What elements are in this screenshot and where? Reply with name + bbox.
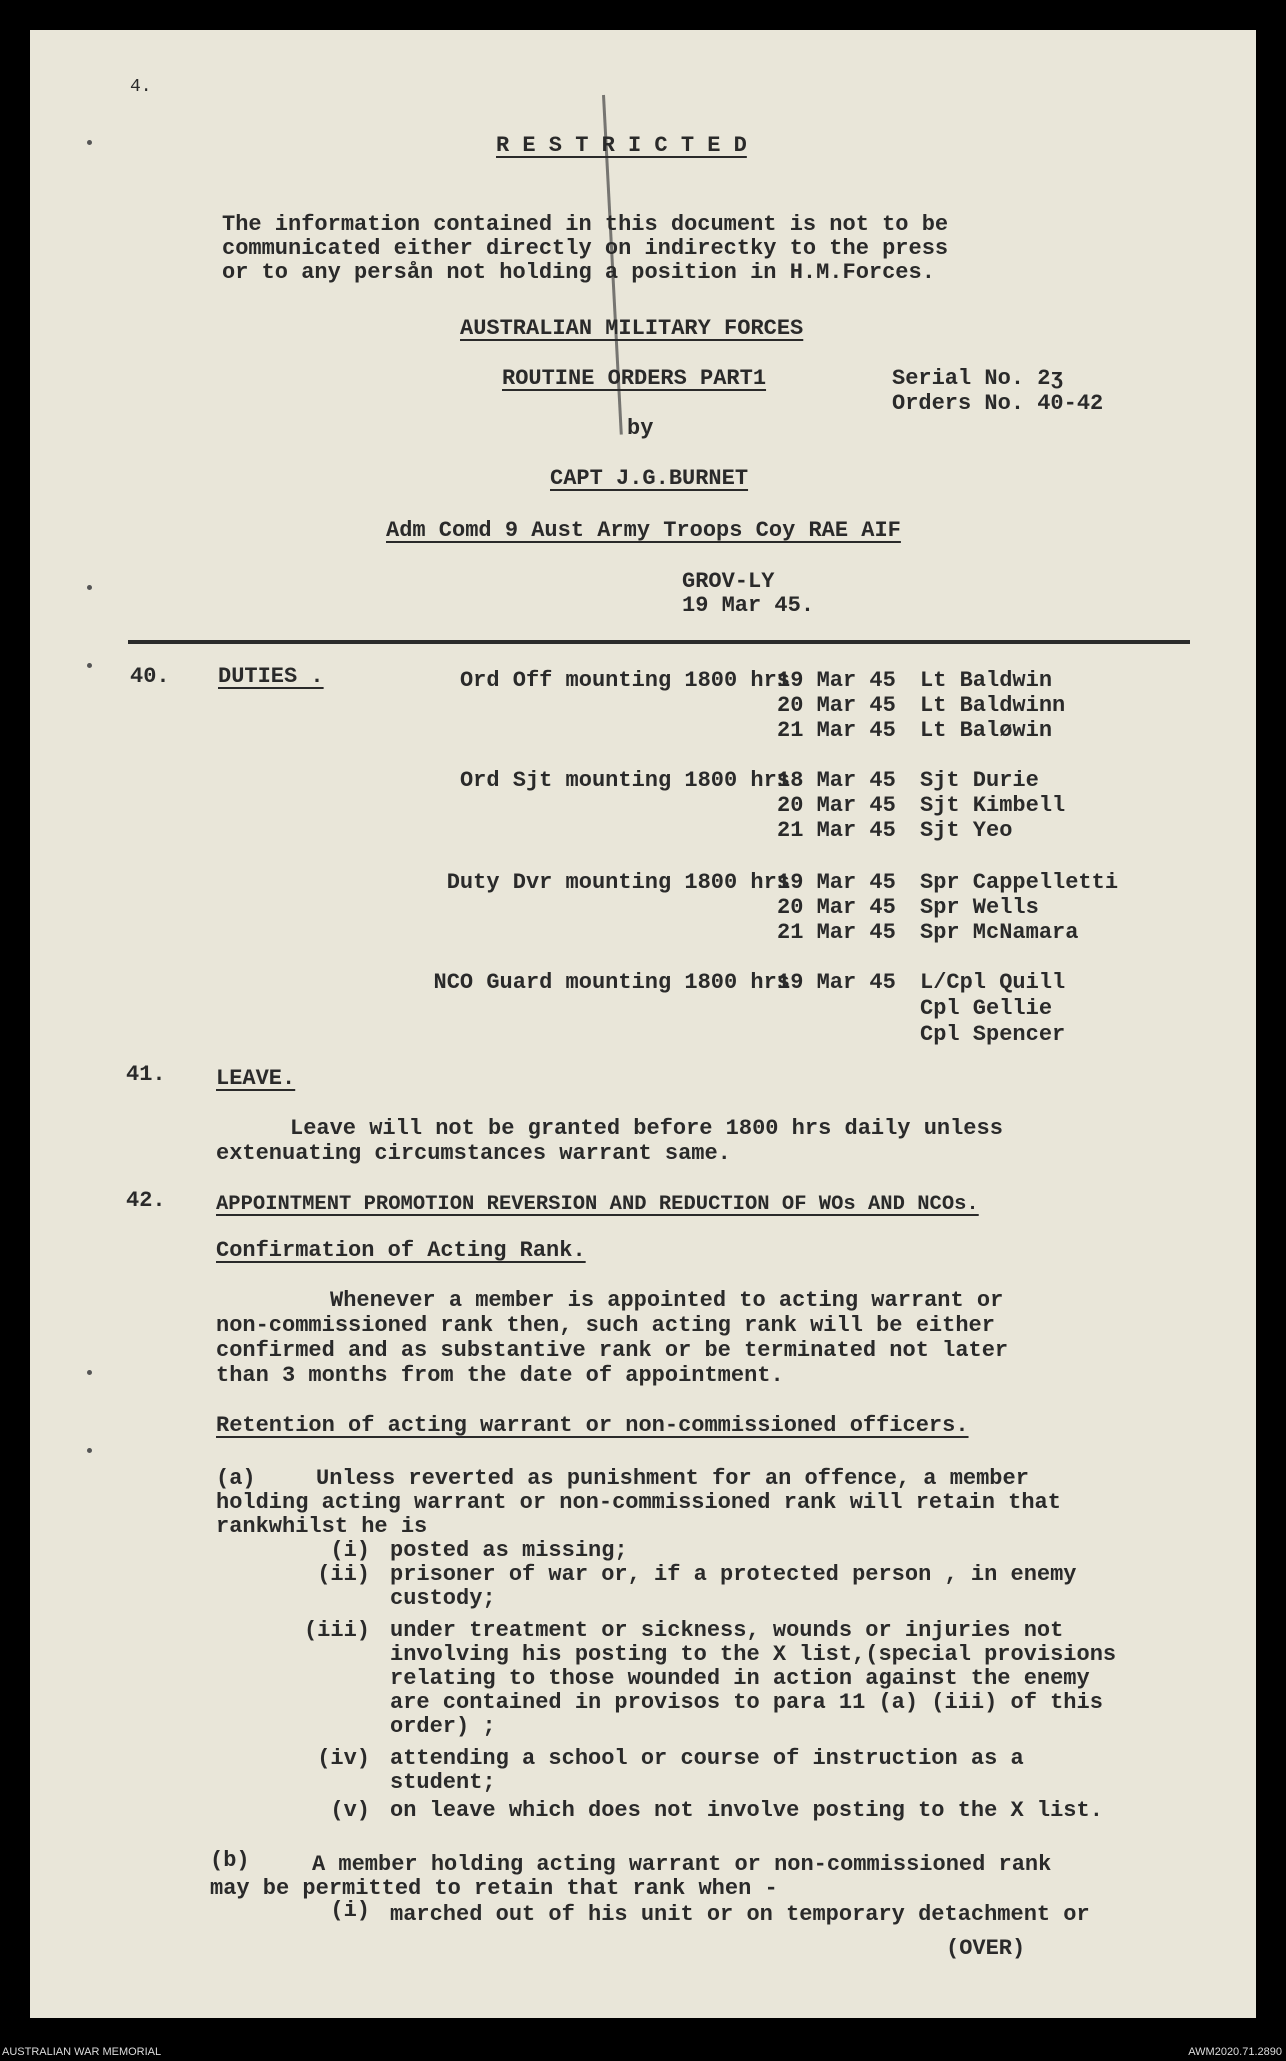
list-text: order) ;	[390, 1714, 496, 1739]
punch-dot	[87, 585, 92, 590]
duty-person: Lt Baløwin	[920, 718, 1053, 743]
duty-date: 19 Mar 45	[777, 970, 896, 995]
list-text: on leave which does not involve posting to the X list.	[390, 1798, 1103, 1823]
list-text: custody;	[390, 1586, 496, 1611]
duty-person: Spr McNamara	[920, 920, 1079, 945]
duty-date: 21 Mar 45	[777, 920, 896, 945]
clause-label: (a)	[216, 1466, 256, 1491]
document-page	[30, 30, 1256, 2018]
duties-heading: DUTIES .	[218, 664, 324, 689]
duty-date: 20 Mar 45	[777, 895, 896, 920]
orders-title: ROUTINE ORDERS PART1	[502, 366, 767, 391]
list-number: (iii)	[303, 1618, 370, 1643]
list-text: student;	[390, 1770, 496, 1795]
corner-mark: 4.	[130, 77, 152, 97]
over-note: (OVER)	[946, 1936, 1026, 1961]
paragraph-line: non-commissioned rank then, such acting rank will be either	[216, 1313, 995, 1338]
subheading: Confirmation of Acting Rank.	[216, 1238, 586, 1263]
duty-date: 20 Mar 45	[777, 693, 896, 718]
clause-label: (b)	[210, 1848, 250, 1873]
orders-number: Orders No. 40-42	[892, 391, 1104, 416]
list-number: (ii)	[317, 1562, 370, 1587]
punch-dot	[87, 1448, 92, 1453]
punch-dot	[87, 663, 92, 668]
duty-person: Sjt Durie	[920, 768, 1039, 793]
divider-rule	[128, 640, 1190, 644]
punch-dot	[87, 140, 92, 145]
list-number: (i)	[330, 1898, 370, 1923]
officer-name: CAPT J.G.BURNET	[550, 466, 749, 491]
paragraph-line: holding acting warrant or non-commissioned rank will retain that	[216, 1490, 1061, 1515]
duty-date: 19 Mar 45	[777, 870, 896, 895]
paragraph-line: Unless reverted as punishment for an offence, a member	[316, 1466, 1029, 1491]
serial-number: Serial No. 2ʒ	[892, 366, 1064, 391]
appointment-heading: APPOINTMENT PROMOTION REVERSION AND REDUCTION OF WOs AND NCOs.	[216, 1193, 979, 1216]
duty-label: NCO Guard mounting 1800 hrs	[433, 970, 790, 995]
list-number: (i)	[330, 1538, 370, 1563]
notice-line: or to any persån not holding a position in H.M.Forces.	[222, 260, 935, 285]
duty-person: Sjt Yeo	[920, 818, 1013, 843]
duty-date: 18 Mar 45	[777, 768, 896, 793]
footer-credit: AUSTRALIAN WAR MEMORIAL	[2, 2046, 162, 2058]
notice-line: communicated either directly on indirectky to the press	[222, 236, 949, 261]
duty-label: Ord Sjt mounting 1800 hrs	[459, 768, 790, 793]
duty-date: 19 Mar 45	[777, 668, 896, 693]
duty-person: Spr Cappelletti	[920, 870, 1119, 895]
item-number: 41.	[126, 1062, 166, 1087]
item-number: 42.	[126, 1188, 166, 1213]
duty-label: Duty Dvr mounting 1800 hrs	[446, 870, 790, 895]
paragraph-line: than 3 months from the date of appointment.	[216, 1363, 784, 1388]
duty-person: Cpl Spencer	[920, 1022, 1066, 1047]
list-text: attending a school or course of instruction as a	[390, 1746, 1024, 1771]
duty-person: Lt Baldwinn	[920, 693, 1066, 718]
list-text: marched out of his unit or on temporary detachment or	[390, 1902, 1090, 1927]
paragraph-line: may be permitted to retain that rank when -	[210, 1876, 778, 1901]
list-text: are contained in provisos to para 11 (a) (iii) of this	[390, 1690, 1103, 1715]
list-text: prisoner of war or, if a protected person , in enemy	[390, 1562, 1077, 1587]
item-number: 40.	[130, 664, 170, 689]
list-text: posted as missing;	[390, 1538, 628, 1563]
force-heading: AUSTRALIAN MILITARY FORCES	[460, 316, 804, 341]
paragraph-line: rankwhilst he is	[216, 1514, 428, 1539]
duty-label: Ord Off mounting 1800 hrs	[459, 668, 790, 693]
leave-text: extenuating circumstances warrant same.	[216, 1141, 731, 1166]
duty-person: L/Cpl Quill	[920, 970, 1066, 995]
place: GROV-LY	[682, 569, 775, 594]
duty-date: 21 Mar 45	[777, 718, 896, 743]
duty-person: Sjt Kimbell	[920, 793, 1066, 818]
duty-person: Cpl Gellie	[920, 996, 1053, 1021]
list-text: involving his posting to the X list,(special provisions	[390, 1642, 1117, 1667]
list-text: relating to those wounded in action against the enemy	[390, 1666, 1090, 1691]
duty-date: 20 Mar 45	[777, 793, 896, 818]
leave-text: Leave will not be granted before 1800 hrs daily unless	[290, 1116, 1003, 1141]
list-text: under treatment or sickness, wounds or injuries not	[390, 1618, 1064, 1643]
notice-line: The information contained in this document is not to be	[222, 212, 949, 237]
paragraph-line: Whenever a member is appointed to acting warrant or	[330, 1288, 1004, 1313]
list-number: (iv)	[317, 1746, 370, 1771]
by-label: by	[627, 416, 654, 441]
paragraph-line: A member holding acting warrant or non-commissioned rank	[312, 1852, 1052, 1877]
restricted-heading: R E S T R I C T E D	[496, 133, 747, 158]
paragraph-line: confirmed and as substantive rank or be terminated not later	[216, 1338, 1009, 1363]
footer-accession: AWM2020.71.2890	[1188, 2046, 1282, 2058]
subheading: Retention of acting warrant or non-commissioned officers.	[216, 1413, 969, 1438]
duty-person: Spr Wells	[920, 895, 1039, 920]
duty-date: 21 Mar 45	[777, 818, 896, 843]
command-line: Adm Comd 9 Aust Army Troops Coy RAE AIF	[386, 518, 901, 543]
list-number: (v)	[330, 1798, 370, 1823]
duty-person: Lt Baldwin	[920, 668, 1053, 693]
punch-dot	[87, 1370, 92, 1375]
leave-heading: LEAVE.	[216, 1066, 296, 1091]
date: 19 Mar 45.	[682, 593, 815, 618]
